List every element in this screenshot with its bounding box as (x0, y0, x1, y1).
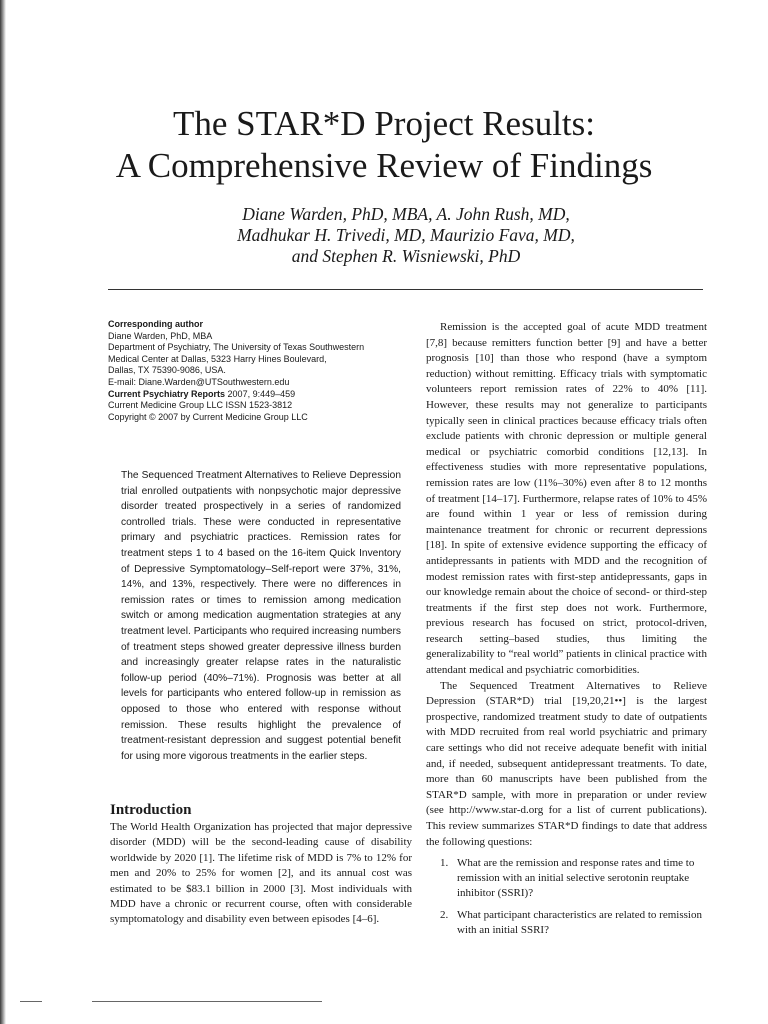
publisher-line: Current Medicine Group LLC ISSN 1523-3812 (108, 400, 293, 411)
address-line-1: Department of Psychiatry, The University of Texas Southwestern (108, 342, 365, 353)
authors-line-3: and Stephen R. Wisniewski, PhD (291, 246, 521, 266)
list-item-number: 2. (440, 909, 449, 922)
introduction-heading: Introduction (110, 802, 192, 818)
list-item (440, 908, 707, 938)
address-line-2: Medical Center at Dallas, 5323 Harry Hines Boulevard, (108, 353, 327, 364)
authors-line-2: Madhukar H. Trivedi, MD, Maurizio Fava, MD, (237, 225, 575, 245)
article-title-line-2: A Comprehensive Review of Findings (115, 146, 653, 185)
header-divider (108, 289, 703, 290)
list-item-number: 1. (440, 857, 449, 870)
corresponding-author-heading: Corresponding author (108, 319, 203, 329)
corresponding-author-name: Diane Warden, PhD, MBA (108, 330, 213, 341)
right-column (426, 320, 707, 945)
introduction-paragraph: The World Health Organization has projected that major depressive disorder (MDD) will be the second-leading cause of disability worldwide by 2020 [1]. The lifetime risk of MDD is 7% to 12% for men and 20% to 25% for women [2], and its annual cost was estimated to be $83.1 billion in 2000 [3]. Most individuals with MDD have a chronic or recurrent course, often with considerable symptomatology and disability even between episodes [4–6]. (110, 821, 412, 926)
authors-line-1: Diane Warden, PhD, MBA, A. John Rush, MD, (242, 204, 570, 224)
abstract: The Sequenced Treatment Alternatives to Relieve Depression trial enrolled outpatients with nonpsychotic major depressive disorder treated prospectively in a series of randomized controlled trials. These were conducted in representative primary and psychiatric practices. Remission rates for treatment steps 1 to 4 based on the 16-item Quick Inventory of Depressive Symptomatology–Self-report were 37%, 31%, 14%, and 13%, respectively. There were no differences in remission rates or times to remission among medication switch or among medication augmentation strategies at any treatment level. Participants who required increasing numbers of treatment steps showed greater depressive illness burden and increasingly greater relapse rates in the naturalistic follow-up period (40%–71%). Prognosis was better at all levels for participants who entered follow-up in remission as opposed to those who entered with response without remission. These results highlight the prevalence of treatment-resistant depression and suggest potential benefit for using more vigorous treatments in the earlier steps. (121, 470, 401, 762)
journal-name: Current Psychiatry Reports (108, 388, 226, 399)
footer-rule-left (20, 1001, 42, 1002)
email-address: E-mail: Diane.Warden@UTSouthwestern.edu (108, 376, 290, 387)
author-list (0, 204, 768, 267)
list-item-text: What participant characteristics are related to remission with an initial SSRI? (457, 909, 702, 937)
correspondence-block (108, 319, 408, 423)
list-item-text: What are the remission and response rates and time to remission with an initial selective serotonin reuptake inhibitor (SSRI)? (457, 857, 695, 900)
footer-rule-center (92, 1001, 322, 1002)
list-item (440, 856, 707, 901)
address-line-3: Dallas, TX 75390-9086, USA. (108, 365, 226, 376)
journal-volume-pages: 2007, 9:449–459 (225, 388, 296, 399)
stard-paragraph: The Sequenced Treatment Alternatives to Relieve Depression (STAR*D) trial [19,20,21••] is the largest prospective, randomized treatment study to date of outpatients with MDD recruited from real world psychiatric and primary care settings who did not receive adequate benefit with initial and, if needed, subsequent antidepressant treatments. To date, more than 60 manuscripts have been published from the STAR*D sample, with more in preparation or under review (see http://www.star-d.org for a list of current publications). This review summarizes STAR*D findings to date that address the following questions: (426, 679, 707, 848)
remission-paragraph: Remission is the accepted goal of acute MDD treatment [7,8] because remitters function better [9] and have a better prognosis [10] than those who respond (have a symptom reduction) without remitting. Efficacy trials with symptomatic volunteers report remission rates of 22% to 40% [11]. However, these results may not generalize to participants typically seen in clinical practices because efficacy trials often exclude patients with chronic depression or multiple general medical or psychiatric comorbid conditions [12,13]. In effectiveness studies with more representative populations, remission rates are low (11%–30%) even after 8 to 12 months of treatment [14–17]. Furthermore, relapse rates of 10% to 45% are found within 1 year or less of remission during maintenance treatment for chronic or recurrent depressions [18]. In spite of extensive evidence supporting the efficacy of antidepressants in patients with MDD and the recognition of modest remission rates with first-step antidepressants, gaps in our knowledge remain about the choice of second- or third-step treatments if the first step does not work. Furthermore, previous research has focused on strict, protocol-driven, research setting–based studies, thus limiting the generalizability to “real world” patients in clinical practice with attendant medical and psychiatric comorbidities. (426, 321, 707, 677)
article-title-line-1: The STAR*D Project Results: (172, 104, 596, 143)
copyright-line: Copyright © 2007 by Current Medicine Group LLC (108, 411, 308, 422)
journal-citation (108, 389, 408, 401)
research-questions-list (426, 856, 707, 938)
